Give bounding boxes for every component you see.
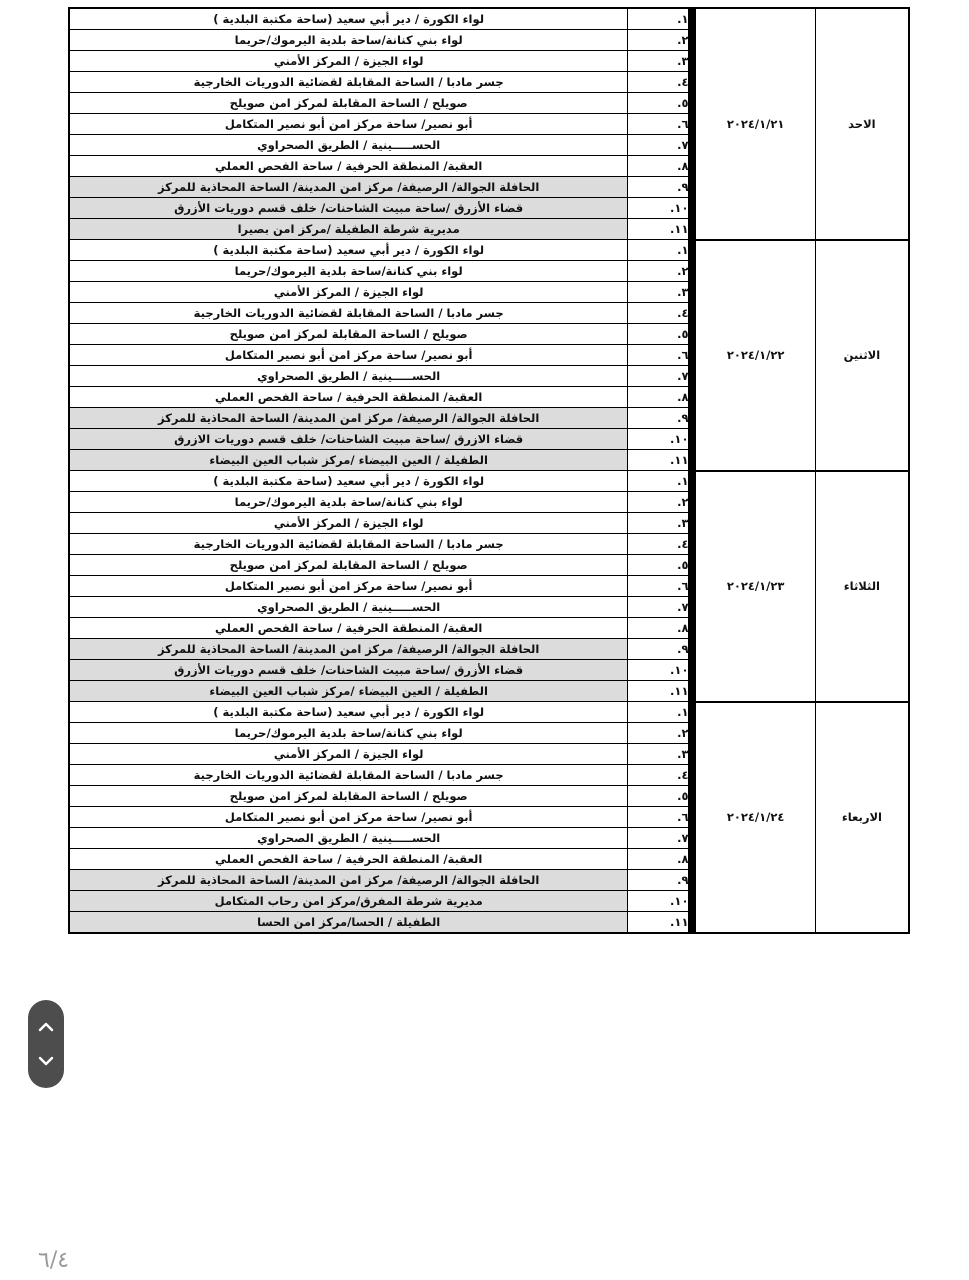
row-number-cell: ٤. — [628, 303, 689, 324]
column-divider — [689, 198, 696, 219]
row-number-cell: ٢. — [628, 492, 689, 513]
row-number-cell: ٨. — [628, 387, 689, 408]
row-number-cell: ٦. — [628, 114, 689, 135]
location-cell: الحســـــينية / الطريق الصحراوي — [69, 135, 628, 156]
column-divider — [689, 282, 696, 303]
column-divider — [689, 261, 696, 282]
location-cell: الحســـــينية / الطريق الصحراوي — [69, 366, 628, 387]
location-cell: لواء الكورة / دير أبي سعيد (ساحة مكتبة البلدية ) — [69, 702, 628, 723]
location-cell: العقبة/ المنطقة الحرفية / ساحة الفحص العملي — [69, 387, 628, 408]
column-divider — [689, 828, 696, 849]
row-number-cell: ٣. — [628, 744, 689, 765]
location-cell: جسر مادبا / الساحة المقابلة لقضائية الدوريات الخارجية — [69, 534, 628, 555]
row-number-cell: ٦. — [628, 345, 689, 366]
location-cell: أبو نصير/ ساحة مركز امن أبو نصير المتكامل — [69, 345, 628, 366]
date-cell: ٢٠٢٤/١/٢٣ — [696, 471, 815, 702]
row-number-cell: ٨. — [628, 849, 689, 870]
table-row — [69, 8, 909, 30]
location-cell: العقبة/ المنطقة الحرفية / ساحة الفحص العملي — [69, 849, 628, 870]
column-divider — [689, 660, 696, 681]
column-divider — [689, 492, 696, 513]
location-cell: جسر مادبا / الساحة المقابلة لقضائية الدوريات الخارجية — [69, 303, 628, 324]
row-number-cell: ١. — [628, 240, 689, 261]
location-cell: مديرية شرطة الطفيلة /مركز امن بصيرا — [69, 219, 628, 240]
row-number-cell: ٦. — [628, 807, 689, 828]
column-divider — [689, 597, 696, 618]
row-number-cell: ٩. — [628, 408, 689, 429]
location-cell: الطفيلة / الحسا/مركز امن الحسا — [69, 912, 628, 934]
location-cell: أبو نصير/ ساحة مركز امن أبو نصير المتكامل — [69, 114, 628, 135]
location-cell: الطفيلة / العين البيضاء /مركز شباب العين البيضاء — [69, 681, 628, 702]
chevron-up-icon — [38, 1021, 54, 1033]
column-divider — [689, 303, 696, 324]
chevron-down-icon — [38, 1055, 54, 1067]
column-divider — [689, 8, 696, 30]
row-number-cell: ٣. — [628, 513, 689, 534]
row-number-cell: ٨. — [628, 618, 689, 639]
row-number-cell: ٤. — [628, 534, 689, 555]
row-number-cell: ١١. — [628, 219, 689, 240]
column-divider — [689, 408, 696, 429]
schedule-body — [69, 8, 909, 933]
column-divider — [689, 744, 696, 765]
page-indicator: ٦/٤ — [38, 1248, 70, 1273]
row-number-cell: ٥. — [628, 324, 689, 345]
row-number-cell: ٧. — [628, 828, 689, 849]
column-divider — [689, 387, 696, 408]
location-cell: قضاء الأزرق /ساحة مبيت الشاحنات/ خلف قسم دوريات الأزرق — [69, 660, 628, 681]
row-number-cell: ٢. — [628, 261, 689, 282]
previous-page-button[interactable] — [34, 1015, 58, 1039]
location-cell: صويلح / الساحة المقابلة لمركز امن صويلح — [69, 786, 628, 807]
column-divider — [689, 324, 696, 345]
location-cell: الحافلة الجوالة/ الرصيفة/ مركز امن المدينة/ الساحة المحاذية للمركز — [69, 177, 628, 198]
location-cell: جسر مادبا / الساحة المقابلة لقضائية الدوريات الخارجية — [69, 765, 628, 786]
table-row — [69, 240, 909, 261]
column-divider — [689, 135, 696, 156]
row-number-cell: ١١. — [628, 912, 689, 934]
location-cell: لواء الكورة / دير أبي سعيد (ساحة مكتبة البلدية ) — [69, 240, 628, 261]
row-number-cell: ٢. — [628, 30, 689, 51]
column-divider — [689, 912, 696, 934]
column-divider — [689, 681, 696, 702]
location-cell: صويلح / الساحة المقابلة لمركز امن صويلح — [69, 555, 628, 576]
column-divider — [689, 345, 696, 366]
column-divider — [689, 177, 696, 198]
location-cell: صويلح / الساحة المقابلة لمركز امن صويلح — [69, 93, 628, 114]
column-divider — [689, 93, 696, 114]
row-number-cell: ٥. — [628, 93, 689, 114]
column-divider — [689, 849, 696, 870]
row-number-cell: ٧. — [628, 597, 689, 618]
column-divider — [689, 471, 696, 492]
row-number-cell: ٣. — [628, 51, 689, 72]
date-cell: ٢٠٢٤/١/٢٢ — [696, 240, 815, 471]
column-divider — [689, 723, 696, 744]
column-divider — [689, 765, 696, 786]
row-number-cell: ١. — [628, 702, 689, 723]
location-cell: لواء بني كنانة/ساحة بلدية اليرموك/حريما — [69, 30, 628, 51]
row-number-cell: ٦. — [628, 576, 689, 597]
row-number-cell: ٥. — [628, 786, 689, 807]
column-divider — [689, 576, 696, 597]
date-cell: ٢٠٢٤/١/٢٤ — [696, 702, 815, 934]
column-divider — [689, 72, 696, 93]
schedule-table — [68, 7, 910, 934]
table-row — [69, 471, 909, 492]
day-cell: الاربعاء — [815, 702, 909, 934]
location-cell: لواء الجيزة / المركز الأمني — [69, 513, 628, 534]
row-number-cell: ١٠. — [628, 660, 689, 681]
location-cell: قضاء الازرق /ساحة مبيت الشاحنات/ خلف قسم دوريات الازرق — [69, 429, 628, 450]
row-number-cell: ١٠. — [628, 891, 689, 912]
column-divider — [689, 618, 696, 639]
location-cell: أبو نصير/ ساحة مركز امن أبو نصير المتكامل — [69, 576, 628, 597]
location-cell: جسر مادبا / الساحة المقابلة لقضائية الدوريات الخارجية — [69, 72, 628, 93]
day-cell: الثلاثاء — [815, 471, 909, 702]
row-number-cell: ٩. — [628, 870, 689, 891]
day-cell: الاثنين — [815, 240, 909, 471]
row-number-cell: ٢. — [628, 723, 689, 744]
row-number-cell: ٩. — [628, 639, 689, 660]
column-divider — [689, 30, 696, 51]
location-cell: الطفيلة / العين البيضاء /مركز شباب العين البيضاء — [69, 450, 628, 471]
row-number-cell: ٣. — [628, 282, 689, 303]
column-divider — [689, 639, 696, 660]
location-cell: لواء الكورة / دير أبي سعيد (ساحة مكتبة البلدية ) — [69, 471, 628, 492]
location-cell: قضاء الأزرق /ساحة مبيت الشاحنات/ خلف قسم دوريات الأزرق — [69, 198, 628, 219]
row-number-cell: ١. — [628, 8, 689, 30]
row-number-cell: ١٠. — [628, 429, 689, 450]
row-number-cell: ٥. — [628, 555, 689, 576]
location-cell: لواء بني كنانة/ساحة بلدية اليرموك/حريما — [69, 492, 628, 513]
location-cell: لواء الجيزة / المركز الأمني — [69, 51, 628, 72]
row-number-cell: ١١. — [628, 681, 689, 702]
column-divider — [689, 786, 696, 807]
column-divider — [689, 240, 696, 261]
column-divider — [689, 429, 696, 450]
page-nav-control — [28, 1000, 64, 1088]
table-row — [69, 702, 909, 723]
column-divider — [689, 51, 696, 72]
location-cell: العقبة/ المنطقة الحرفية / ساحة الفحص العملي — [69, 618, 628, 639]
column-divider — [689, 450, 696, 471]
location-cell: الحافلة الجوالة/ الرصيفة/ مركز امن المدينة/ الساحة المحاذية للمركز — [69, 870, 628, 891]
location-cell: مديرية شرطة المفرق/مركز امن رحاب المتكامل — [69, 891, 628, 912]
column-divider — [689, 366, 696, 387]
column-divider — [689, 534, 696, 555]
column-divider — [689, 891, 696, 912]
column-divider — [689, 156, 696, 177]
location-cell: لواء بني كنانة/ساحة بلدية اليرموك/حريما — [69, 261, 628, 282]
row-number-cell: ٧. — [628, 366, 689, 387]
location-cell: الحســـــينية / الطريق الصحراوي — [69, 828, 628, 849]
column-divider — [689, 114, 696, 135]
row-number-cell: ١١. — [628, 450, 689, 471]
column-divider — [689, 702, 696, 723]
row-number-cell: ٩. — [628, 177, 689, 198]
row-number-cell: ٨. — [628, 156, 689, 177]
column-divider — [689, 870, 696, 891]
location-cell: لواء الكورة / دير أبي سعيد (ساحة مكتبة البلدية ) — [69, 8, 628, 30]
location-cell: لواء بني كنانة/ساحة بلدية اليرموك/حريما — [69, 723, 628, 744]
location-cell: الحافلة الجوالة/ الرصيفة/ مركز امن المدينة/ الساحة المحاذية للمركز — [69, 408, 628, 429]
location-cell: لواء الجيزة / المركز الأمني — [69, 282, 628, 303]
location-cell: الحافلة الجوالة/ الرصيفة/ مركز امن المدينة/ الساحة المحاذية للمركز — [69, 639, 628, 660]
location-cell: الحســـــينية / الطريق الصحراوي — [69, 597, 628, 618]
location-cell: أبو نصير/ ساحة مركز امن أبو نصير المتكامل — [69, 807, 628, 828]
column-divider — [689, 219, 696, 240]
row-number-cell: ٧. — [628, 135, 689, 156]
row-number-cell: ١. — [628, 471, 689, 492]
location-cell: صويلح / الساحة المقابلة لمركز امن صويلح — [69, 324, 628, 345]
column-divider — [689, 807, 696, 828]
row-number-cell: ١٠. — [628, 198, 689, 219]
next-page-button[interactable] — [34, 1049, 58, 1073]
column-divider — [689, 513, 696, 534]
date-cell: ٢٠٢٤/١/٢١ — [696, 8, 815, 240]
location-cell: العقبة/ المنطقة الحرفية / ساحة الفحص العملي — [69, 156, 628, 177]
day-cell: الاحد — [815, 8, 909, 240]
row-number-cell: ٤. — [628, 765, 689, 786]
column-divider — [689, 555, 696, 576]
row-number-cell: ٤. — [628, 72, 689, 93]
location-cell: لواء الجيزة / المركز الأمني — [69, 744, 628, 765]
